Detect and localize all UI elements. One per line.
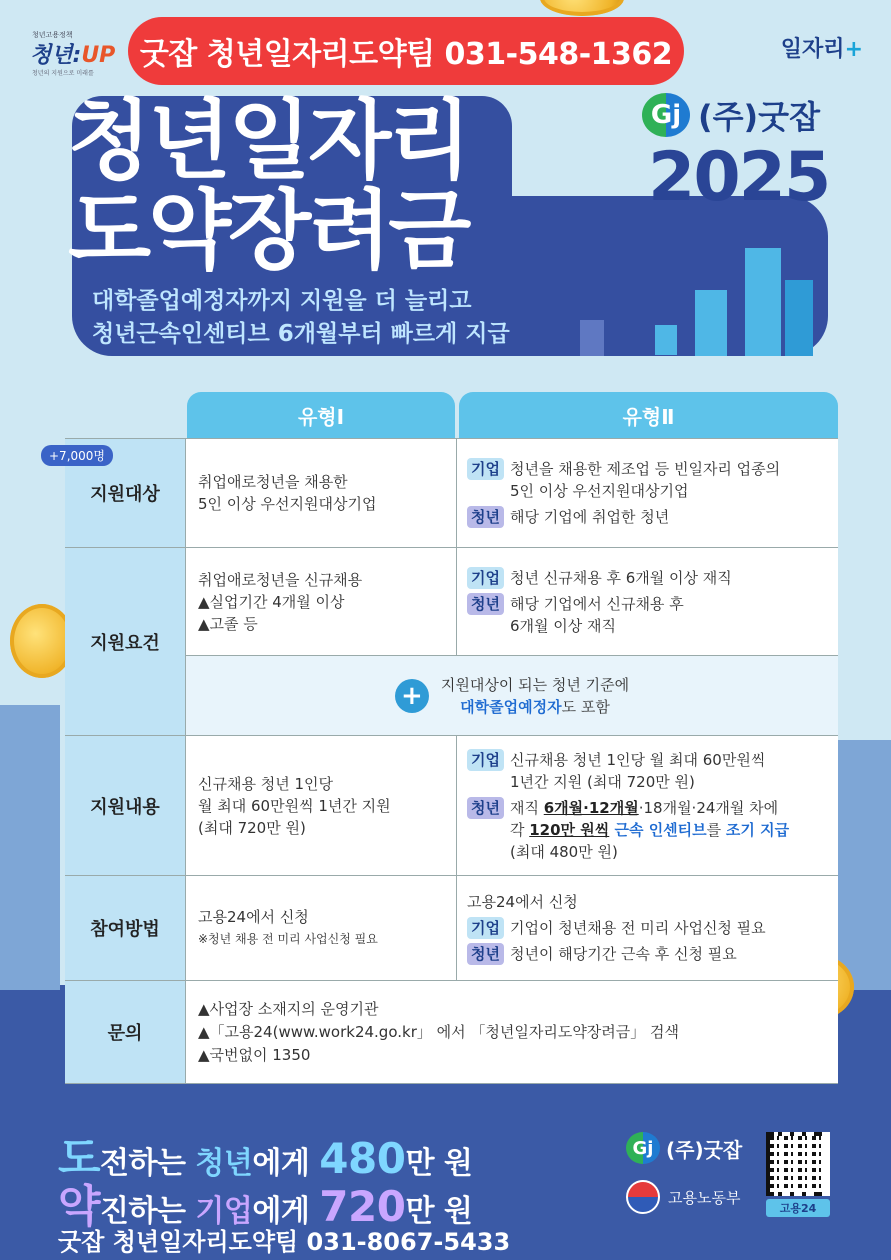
requirement-note: + 지원대상이 되는 청년 기준에 대학졸업예정자도 포함	[185, 656, 838, 735]
type2-cell: 기업 청년 신규채용 후 6개월 이상 재직 청년 해당 기업에서 신규채용 후 6개월 이상 재직	[457, 548, 838, 655]
jobs-plus-logo: 일자리+	[780, 37, 863, 62]
qr-code[interactable]	[766, 1132, 830, 1196]
type2-cell: 고용24에서 신청 기업 기업이 청년채용 전 미리 사업신청 필요 청년 청년이 해당기간 근속 후 신청 필요	[467, 893, 766, 963]
row-target	[49, 438, 838, 547]
row-inquiry	[65, 980, 838, 1084]
page-subtitle: 대학졸업예정자까지 지원을 더 늘리고 청년근속인센티브 6개월부터 빠르게 지급	[92, 288, 510, 347]
logo-caption: 청년고용정책	[32, 31, 73, 39]
increase-badge: +7,000명	[41, 445, 113, 466]
taegeuk-icon	[626, 1180, 660, 1214]
footer-contact: 굿잡 청년일자리도약팀 031-8067-5433	[58, 1228, 511, 1256]
goodjob-mark-icon: Gj	[642, 93, 690, 137]
type1-cell: 취업애로청년을 신규채용 ▲실업기간 4개월 이상 ▲고졸 등	[185, 548, 457, 655]
city-illustration	[655, 325, 677, 355]
row-label: 지원요건	[65, 548, 185, 735]
qr-label: 고용24	[766, 1199, 830, 1217]
company-tag: 기업	[467, 567, 504, 589]
contact-banner: 굿잡 청년일자리도약팀 031-548-1362	[128, 17, 684, 85]
youth-tag: 청년	[467, 943, 504, 965]
row-content	[65, 735, 838, 875]
building-right	[830, 740, 891, 990]
type2-cell: 기업 청년을 채용한 제조업 등 빈일자리 업종의 5인 이상 우선지원대상기업 청년 해당 기업에 취업한 청년	[457, 439, 838, 547]
year-label: 2025	[648, 138, 830, 217]
slogan-youth: 도전하는 청년에게 480만 원	[58, 1133, 473, 1184]
row-apply	[65, 875, 838, 980]
building-left	[0, 705, 60, 990]
row-label: 참여방법	[65, 876, 185, 980]
row-label: 지원대상	[65, 439, 185, 547]
city-illustration	[785, 280, 813, 356]
inquiry-cell: ▲사업장 소재지의 운영기관 ▲「고용24(www.work24.go.kr」 에서 「청년일자리도약장려금」 검색 ▲국번없이 1350	[185, 981, 838, 1083]
page-title: 청년일자리 도약장려금	[68, 91, 469, 281]
goodjob-logo: Gj (주)굿잡	[642, 92, 820, 138]
header-type1: 유형Ⅰ	[187, 392, 455, 438]
row-requirement	[65, 547, 838, 655]
plus-icon: +	[395, 679, 429, 713]
company-tag: 기업	[467, 749, 504, 771]
type1-cell: 고용24에서 신청 ※청년 채용 전 미리 사업신청 필요	[185, 876, 457, 980]
type1-cell: 신규채용 청년 1인당 월 최대 60만원씩 1년간 지원 (최대 720만 원)	[185, 736, 457, 875]
coin-icon	[540, 0, 624, 16]
type2-cell: 기업 신규채용 청년 1인당 월 최대 60만원씩 1년간 지원 (최대 720만 원) 청년 재직 6개월·12개월·18개월·24개월 차에 각 120만 원씩 근속 인센티브를 조기 지급 (최대 480만 원)	[457, 736, 838, 875]
logo-tagline: 청년의 지원으로 미래를	[32, 70, 94, 77]
youth-tag: 청년	[467, 506, 504, 528]
goodjob-footer-logo: Gj (주)굿잡	[626, 1132, 742, 1164]
logo-brand: 청년:UP	[30, 43, 116, 68]
slogan-company: 약진하는 기업에게 720만 원	[58, 1181, 473, 1232]
city-illustration	[695, 290, 727, 356]
row-label: 문의	[65, 981, 185, 1083]
youth-tag: 청년	[467, 797, 504, 819]
row-label: 지원내용	[65, 736, 185, 875]
goodjob-mark-icon: Gj	[626, 1132, 660, 1164]
youth-up-logo	[28, 30, 128, 76]
youth-tag: 청년	[467, 593, 504, 615]
company-tag: 기업	[467, 917, 504, 939]
city-illustration	[745, 248, 781, 356]
ministry-logo: 고용노동부	[626, 1180, 740, 1214]
header-type2: 유형Ⅱ	[459, 392, 838, 438]
company-tag: 기업	[467, 458, 504, 480]
type1-cell: 취업애로청년을 채용한 5인 이상 우선지원대상기업	[185, 439, 457, 547]
